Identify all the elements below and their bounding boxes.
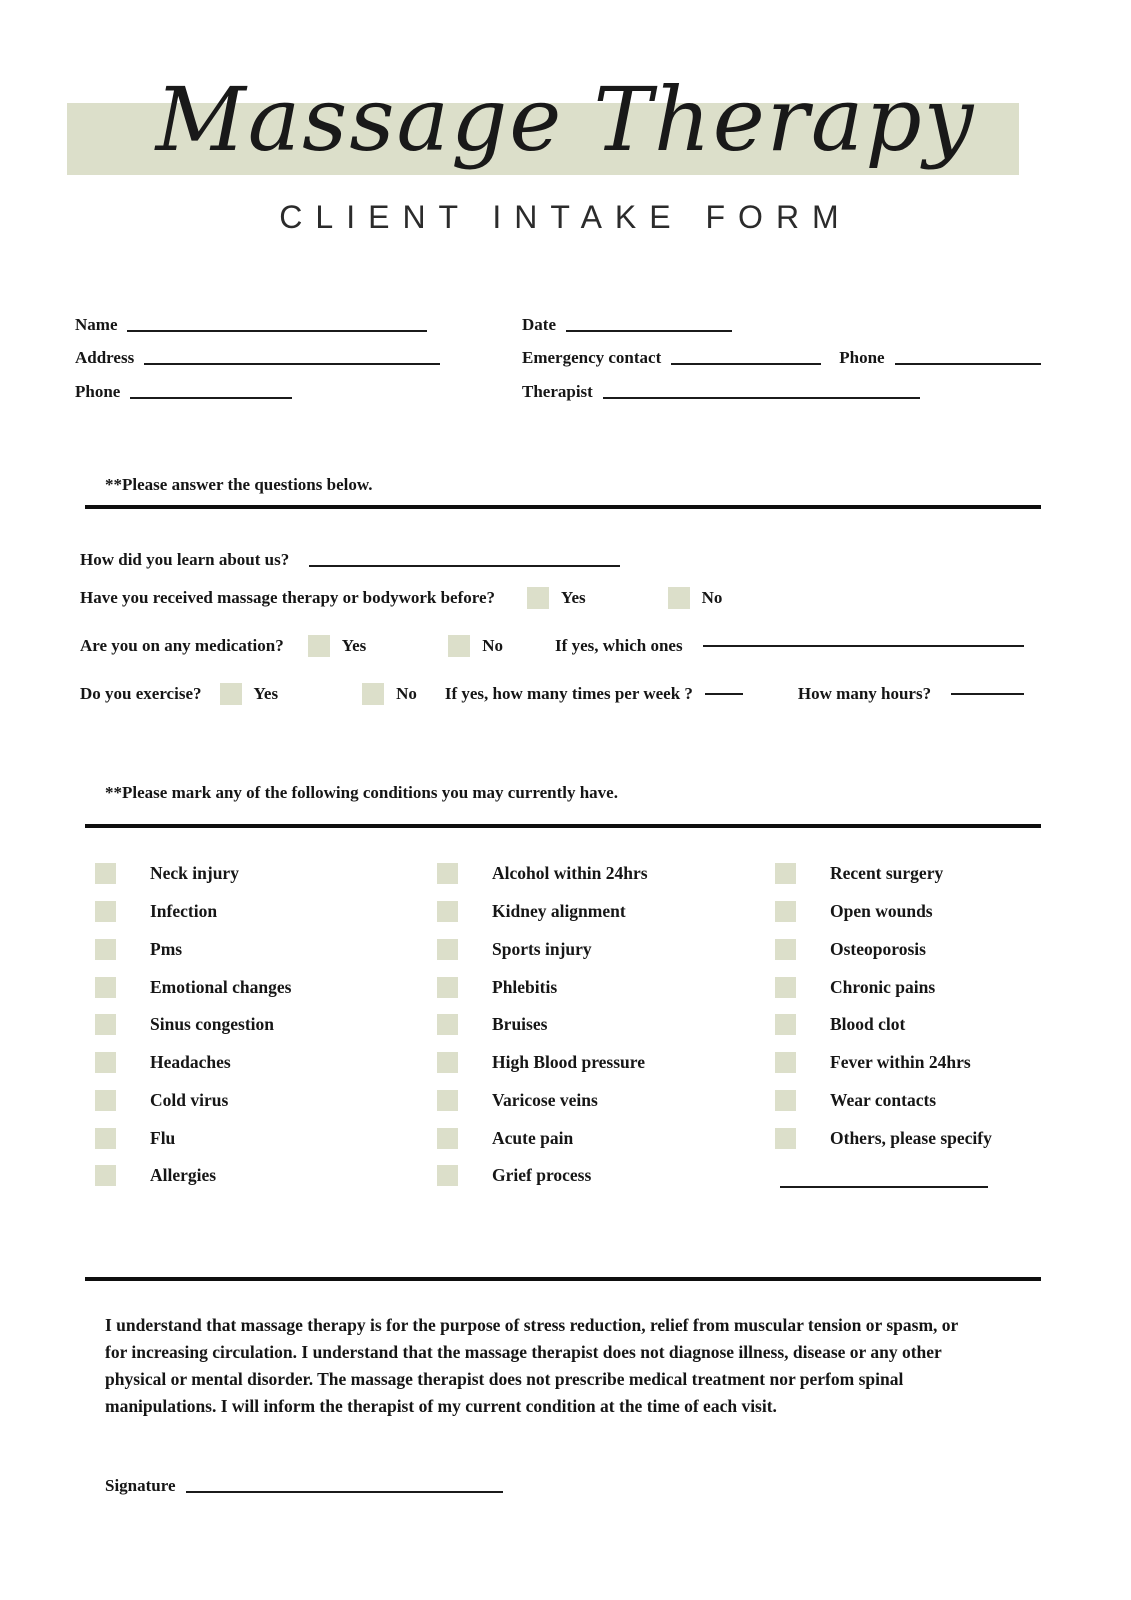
form-subtitle: CLIENT INTAKE FORM (279, 199, 852, 235)
condition-row (437, 1044, 648, 1082)
question-medication (80, 633, 1024, 659)
questions-section-note: **Please answer the questions below. (105, 475, 373, 494)
section-divider-3 (85, 1277, 1041, 1281)
signature-field-row (105, 1472, 503, 1496)
therapist-input-line[interactable] (603, 397, 920, 399)
condition-row (775, 1006, 992, 1044)
condition-label: Phlebitis (492, 976, 558, 997)
condition-label: Alcohol within 24hrs (492, 863, 648, 884)
condition-label: Fever within 24hrs (830, 1052, 971, 1073)
condition-checkbox-others[interactable] (775, 1128, 796, 1149)
address-input-line[interactable] (144, 363, 440, 365)
therapist-label: Therapist (522, 382, 593, 402)
condition-label: Flu (150, 1127, 176, 1148)
medication-no-checkbox[interactable] (448, 635, 470, 657)
exercise-yes-checkbox[interactable] (220, 683, 242, 705)
emergency-phone-label: Phone (839, 348, 885, 368)
medication-yes-checkbox[interactable] (308, 635, 330, 657)
condition-checkbox-recent-surgery[interactable] (775, 863, 796, 884)
condition-label: Bruises (492, 1014, 548, 1035)
condition-row (95, 1044, 291, 1082)
question-exercise (80, 681, 1024, 707)
conditions-column-3 (775, 855, 992, 1157)
condition-checkbox-sports-injury[interactable] (437, 939, 458, 960)
condition-row (437, 931, 648, 969)
times-per-week-input-line[interactable] (705, 693, 743, 695)
condition-row (437, 1157, 648, 1195)
condition-checkbox-bruises[interactable] (437, 1014, 458, 1035)
how-many-hours-input-line[interactable] (951, 693, 1024, 695)
condition-label: Grief process (492, 1165, 592, 1186)
date-field-row (522, 311, 732, 335)
therapist-field-row (522, 378, 920, 402)
condition-label: Osteoporosis (830, 938, 926, 959)
medication-label: Are you on any medication? (80, 636, 284, 655)
condition-row (437, 968, 648, 1006)
section-divider-2 (85, 824, 1041, 828)
condition-row (775, 893, 992, 931)
condition-row (95, 1119, 291, 1157)
signature-input-line[interactable] (186, 1491, 503, 1493)
condition-label: Emotional changes (150, 976, 292, 997)
condition-row (95, 931, 291, 969)
how-many-hours-label: How many hours? (797, 684, 932, 703)
condition-row (95, 1006, 291, 1044)
condition-row (95, 1157, 291, 1195)
condition-row (775, 1082, 992, 1120)
condition-row (95, 855, 291, 893)
medication-which-ones-label: If yes, which ones (555, 636, 683, 655)
condition-checkbox-acute-pain[interactable] (437, 1128, 458, 1149)
conditions-column-1 (95, 855, 291, 1195)
medication-yes-label: Yes (341, 636, 367, 655)
condition-checkbox-flu[interactable] (95, 1128, 116, 1149)
disclaimer-text: I understand that massage therapy is for the purpose of stress reduction, relief from muscular tension or spasm, or for increasing circulation. I understand that the massage therapist does not diagnose illness, disease or any other physical or mental disorder. The massage therapist does not prescribe medical treatment nor perfom spinal manipulations. I will inform the therapist of my current condition at the time of each visit. (105, 1315, 958, 1416)
condition-row (437, 1119, 648, 1157)
condition-label: Sinus congestion (150, 1014, 274, 1035)
condition-row (437, 1082, 648, 1120)
condition-checkbox-allergies[interactable] (95, 1165, 116, 1186)
condition-row (95, 1082, 291, 1120)
condition-label: Pms (150, 938, 183, 959)
conditions-section-note: **Please mark any of the following conditions you may currently have. (105, 783, 618, 802)
address-label: Address (75, 348, 135, 368)
form-title: Massage Therapy (155, 68, 976, 171)
others-specify-input-line[interactable] (780, 1186, 988, 1188)
condition-label: Neck injury (150, 863, 239, 884)
condition-checkbox-cold-virus[interactable] (95, 1090, 116, 1111)
condition-row (775, 1119, 992, 1157)
condition-label: Acute pain (492, 1127, 574, 1148)
massage-before-no-checkbox[interactable] (668, 587, 690, 609)
condition-label: Others, please specify (830, 1127, 992, 1148)
condition-row (437, 855, 648, 893)
condition-checkbox-neck-injury[interactable] (95, 863, 116, 884)
condition-row (95, 893, 291, 931)
condition-checkbox-sinus-congestion[interactable] (95, 1014, 116, 1035)
date-input-line[interactable] (566, 330, 732, 332)
condition-checkbox-grief-process[interactable] (437, 1165, 458, 1186)
name-label: Name (75, 315, 118, 335)
condition-label: Blood clot (830, 1014, 906, 1035)
question-learn-about-us (80, 546, 620, 570)
condition-checkbox-emotional-changes[interactable] (95, 977, 116, 998)
section-divider-1 (85, 505, 1041, 509)
exercise-no-label: No (396, 684, 417, 703)
condition-row (437, 893, 648, 931)
medication-no-label: No (482, 636, 504, 655)
condition-checkbox-blood-clot[interactable] (775, 1014, 796, 1035)
condition-label: High Blood pressure (492, 1052, 645, 1073)
condition-label: Headaches (150, 1052, 231, 1073)
massage-before-label: Have you received massage therapy or bodywork before? (80, 588, 496, 607)
emergency-field-row (522, 344, 1041, 368)
address-field-row (75, 344, 440, 368)
condition-checkbox-fever-24hrs[interactable] (775, 1052, 796, 1073)
exercise-yes-label: Yes (253, 684, 279, 703)
condition-label: Recent surgery (830, 863, 944, 884)
conditions-column-2 (437, 855, 648, 1195)
emergency-contact-label: Emergency contact (522, 348, 662, 368)
condition-label: Wear contacts (830, 1089, 937, 1110)
massage-before-yes-checkbox[interactable] (527, 587, 549, 609)
massage-before-no-label: No (701, 588, 723, 607)
learn-about-us-input-line[interactable] (309, 565, 620, 567)
condition-label: Kidney alignment (492, 901, 626, 922)
condition-row (775, 931, 992, 969)
condition-checkbox-kidney-alignment[interactable] (437, 901, 458, 922)
condition-label: Chronic pains (830, 976, 936, 997)
condition-checkbox-chronic-pains[interactable] (775, 977, 796, 998)
condition-row (775, 968, 992, 1006)
condition-checkbox-pms[interactable] (95, 939, 116, 960)
exercise-times-per-week-label: If yes, how many times per week ? (444, 684, 693, 703)
condition-row (95, 968, 291, 1006)
condition-label: Open wounds (830, 901, 933, 922)
phone-label: Phone (75, 382, 121, 402)
emergency-phone-input-line[interactable] (895, 363, 1041, 365)
condition-row (775, 1044, 992, 1082)
condition-checkbox-phlebitis[interactable] (437, 977, 458, 998)
condition-checkbox-high-blood-pressure[interactable] (437, 1052, 458, 1073)
name-input-line[interactable] (127, 330, 427, 332)
phone-field-row (75, 378, 292, 402)
phone-input-line[interactable] (130, 397, 292, 399)
condition-checkbox-open-wounds[interactable] (775, 901, 796, 922)
date-label: Date (522, 315, 556, 335)
condition-label: Sports injury (492, 938, 592, 959)
condition-row (437, 1006, 648, 1044)
question-massage-before (80, 585, 722, 611)
condition-label: Cold virus (150, 1089, 229, 1110)
condition-label: Infection (150, 901, 218, 922)
massage-before-yes-label: Yes (561, 588, 586, 607)
exercise-label: Do you exercise? (80, 684, 202, 703)
emergency-contact-input-line[interactable] (671, 363, 821, 365)
medication-which-ones-input-line[interactable] (703, 645, 1024, 647)
condition-checkbox-infection[interactable] (95, 901, 116, 922)
condition-label: Allergies (150, 1165, 217, 1186)
learn-about-us-label: How did you learn about us? (80, 550, 290, 570)
condition-checkbox-varicose-veins[interactable] (437, 1090, 458, 1111)
condition-checkbox-headaches[interactable] (95, 1052, 116, 1073)
exercise-no-checkbox[interactable] (362, 683, 384, 705)
signature-label: Signature (105, 1476, 176, 1496)
condition-checkbox-alcohol-24hrs[interactable] (437, 863, 458, 884)
condition-label: Varicose veins (492, 1089, 598, 1110)
condition-checkbox-osteoporosis[interactable] (775, 939, 796, 960)
condition-row (775, 855, 992, 893)
name-field-row (75, 311, 427, 335)
condition-checkbox-wear-contacts[interactable] (775, 1090, 796, 1111)
